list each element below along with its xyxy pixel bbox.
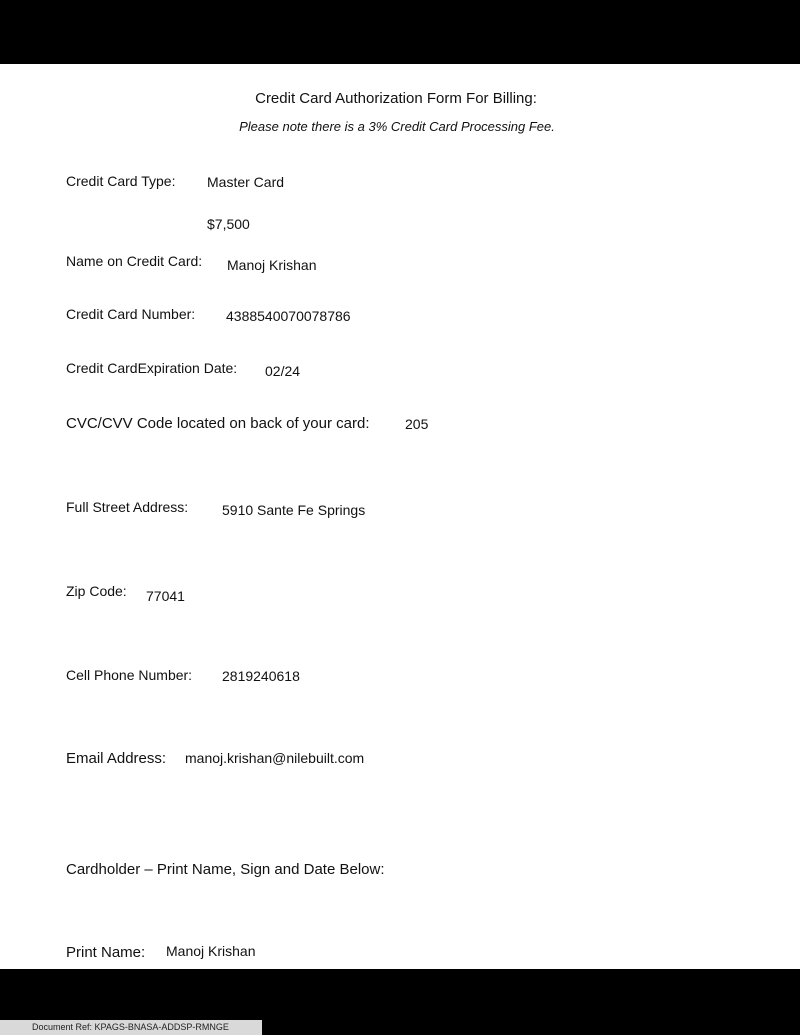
card-type-label: Credit Card Type: [66,173,176,189]
card-number-value: 4388540070078786 [226,308,351,324]
name-on-card-value: Manoj Krishan [227,257,317,273]
cvv-value: 205 [405,416,429,432]
street-address-label: Full Street Address: [66,499,189,515]
document-ref-footer: Document Ref: KPAGS-BNASA-ADDSP-RMNGE [0,1020,262,1035]
card-number-label: Credit Card Number: [66,306,196,322]
zip-code-value: 77041 [146,588,185,604]
card-type-value: Master Card [207,174,285,190]
print-name-label: Print Name: [66,944,146,961]
name-on-card-label: Name on Credit Card: [66,253,203,269]
zip-code-label: Zip Code: [66,583,127,599]
processing-fee-note: Please note there is a 3% Credit Card Processing Fee. [239,119,555,134]
cell-phone-value: 2819240618 [222,668,300,684]
email-value: manoj.krishan@nilebuilt.com [185,750,365,766]
expiration-date-label: Credit CardExpiration Date: [66,360,238,376]
form-title: Credit Card Authorization Form For Billing: [255,90,537,107]
cell-phone-label: Cell Phone Number: [66,667,193,683]
cardholder-heading: Cardholder – Print Name, Sign and Date Below: [66,861,385,878]
top-black-bar [0,0,800,64]
amount-value: $7,500 [207,216,250,232]
street-address-value: 5910 Sante Fe Springs [222,502,366,518]
email-label: Email Address: [66,750,167,767]
print-name-value: Manoj Krishan [166,943,256,959]
expiration-date-value: 02/24 [265,363,301,379]
cvv-label: CVC/CVV Code located on back of your card: [66,415,370,432]
document-page [0,64,800,969]
